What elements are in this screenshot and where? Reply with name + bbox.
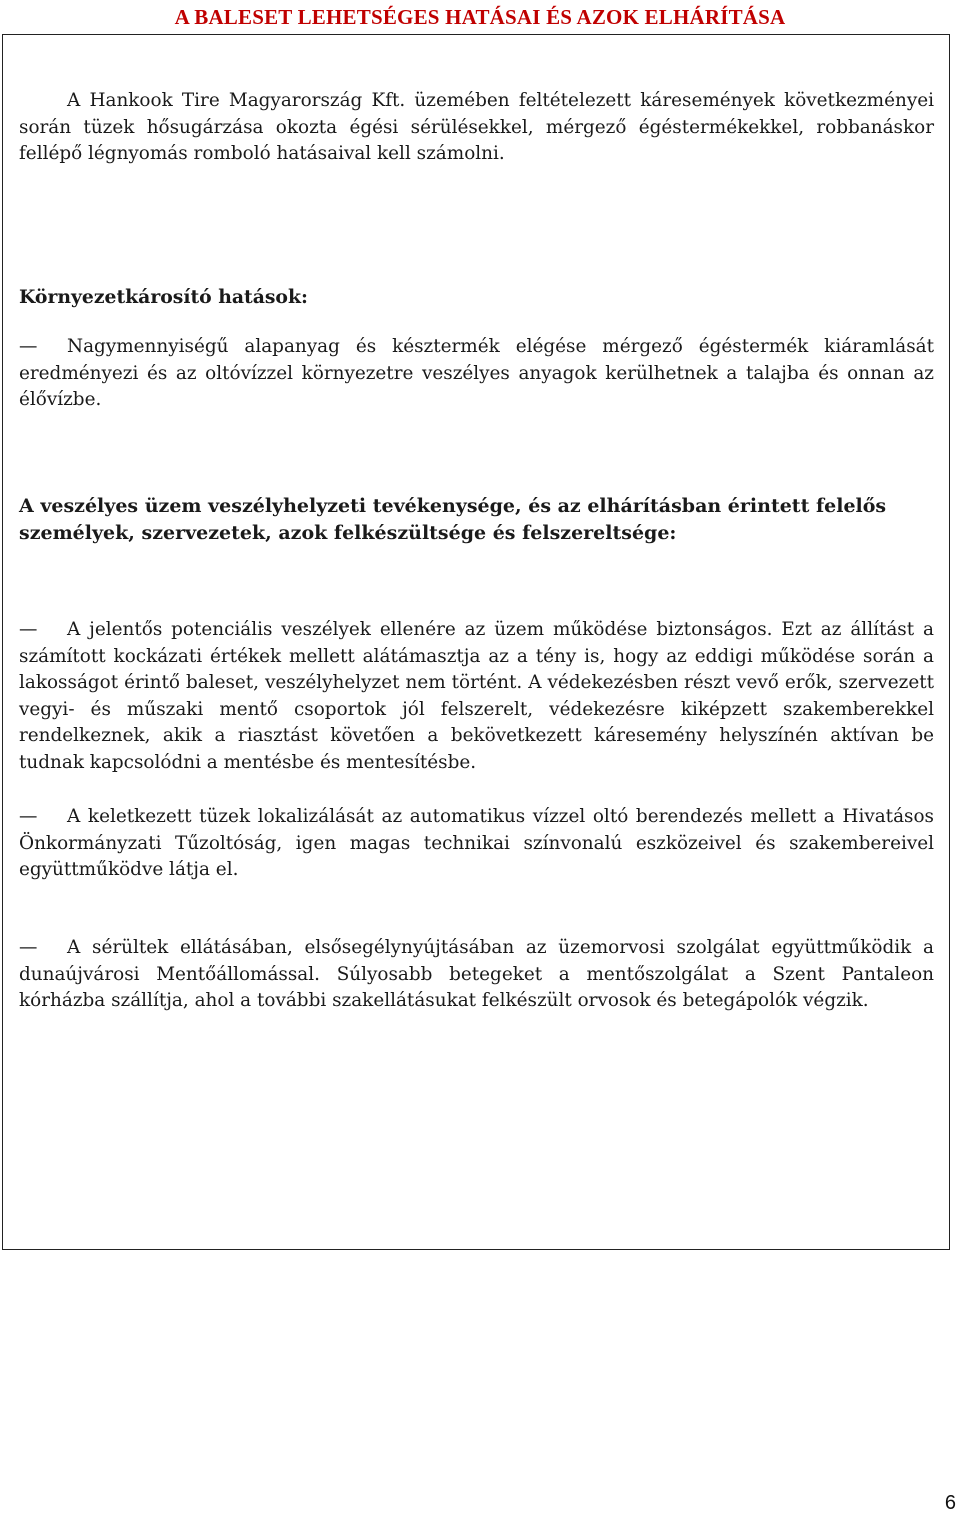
list-dash: — bbox=[19, 806, 38, 827]
list-item bbox=[19, 804, 934, 884]
list-item-text: A keletkezett tüzek lokalizálását az automatikus vízzel oltó berendezés mellett a Hivatásos Önkormányzati Tűzoltóság, igen magas technikai színvonalú eszközeivel és szakembereivel együttműködve látja el. bbox=[19, 806, 934, 880]
page-title: A BALESET LEHETSÉGES HATÁSAI ÉS AZOK ELHÁRÍTÁSA bbox=[174, 5, 786, 29]
intro-paragraph bbox=[19, 88, 934, 168]
list-dash: — bbox=[19, 937, 38, 958]
list-item bbox=[19, 935, 934, 1015]
list-dash: — bbox=[19, 336, 38, 357]
environment-paragraph bbox=[19, 334, 934, 414]
list-item bbox=[19, 617, 934, 776]
list-dash: — bbox=[19, 619, 38, 640]
list-item-text: A jelentős potenciális veszélyek ellenére az üzem működése biztonságos. Ezt az állítást a számított kockázati értékek mellett alátámasztja az a tény is, hogy az eddigi működése során a lakosságot érintő baleset, veszélyhelyzet nem történt. A védekezésben részt vevő erők, szervezett vegyi- és műszaki mentő csoportok jól felszerelt, védekezésre kiképzett szakemberekkel rendelkeznek, akik a riasztást követően a bekövetkezett káresemény helyszínén aktívan be tudnak kapcsolódni a mentésbe és mentesítésbe. bbox=[19, 619, 934, 773]
list-item-text: A sérültek ellátásában, elsősegélynyújtásában az üzemorvosi szolgálat együttműködik a dunaújvárosi Mentőállomással. Súlyosabb betegeket a mentőszolgálat a Szent Pantaleon kórházba szállítja, ahol a további szakellátásukat felkészült orvosok és betegápolók végzik. bbox=[19, 937, 934, 1011]
section-heading-emergency: A veszélyes üzem veszélyhelyzeti tevékenysége, és az elhárításban érintett felelős személyek, szervezetek, azok felkészültsége és felszereltsége: bbox=[19, 495, 887, 544]
section-heading-environment: Környezetkárosító hatások: bbox=[19, 286, 308, 308]
intro-text: A Hankook Tire Magyarország Kft. üzemében feltételezett káresemények következményei során tüzek hősugárzása okozta égési sérülésekkel, mérgező égéstermékekkel, robbanáskor fellépő légnyomás romboló hatásaival kell számolni. bbox=[19, 90, 934, 164]
environment-text: Nagymennyiségű alapanyag és késztermék elégése mérgező égéstermék kiáramlását eredményezi és az oltóvízzel környezetre veszélyes anyagok kerülhetnek a talajba és onnan az élővízbe. bbox=[19, 336, 934, 410]
page-number: 6 bbox=[944, 1492, 956, 1514]
